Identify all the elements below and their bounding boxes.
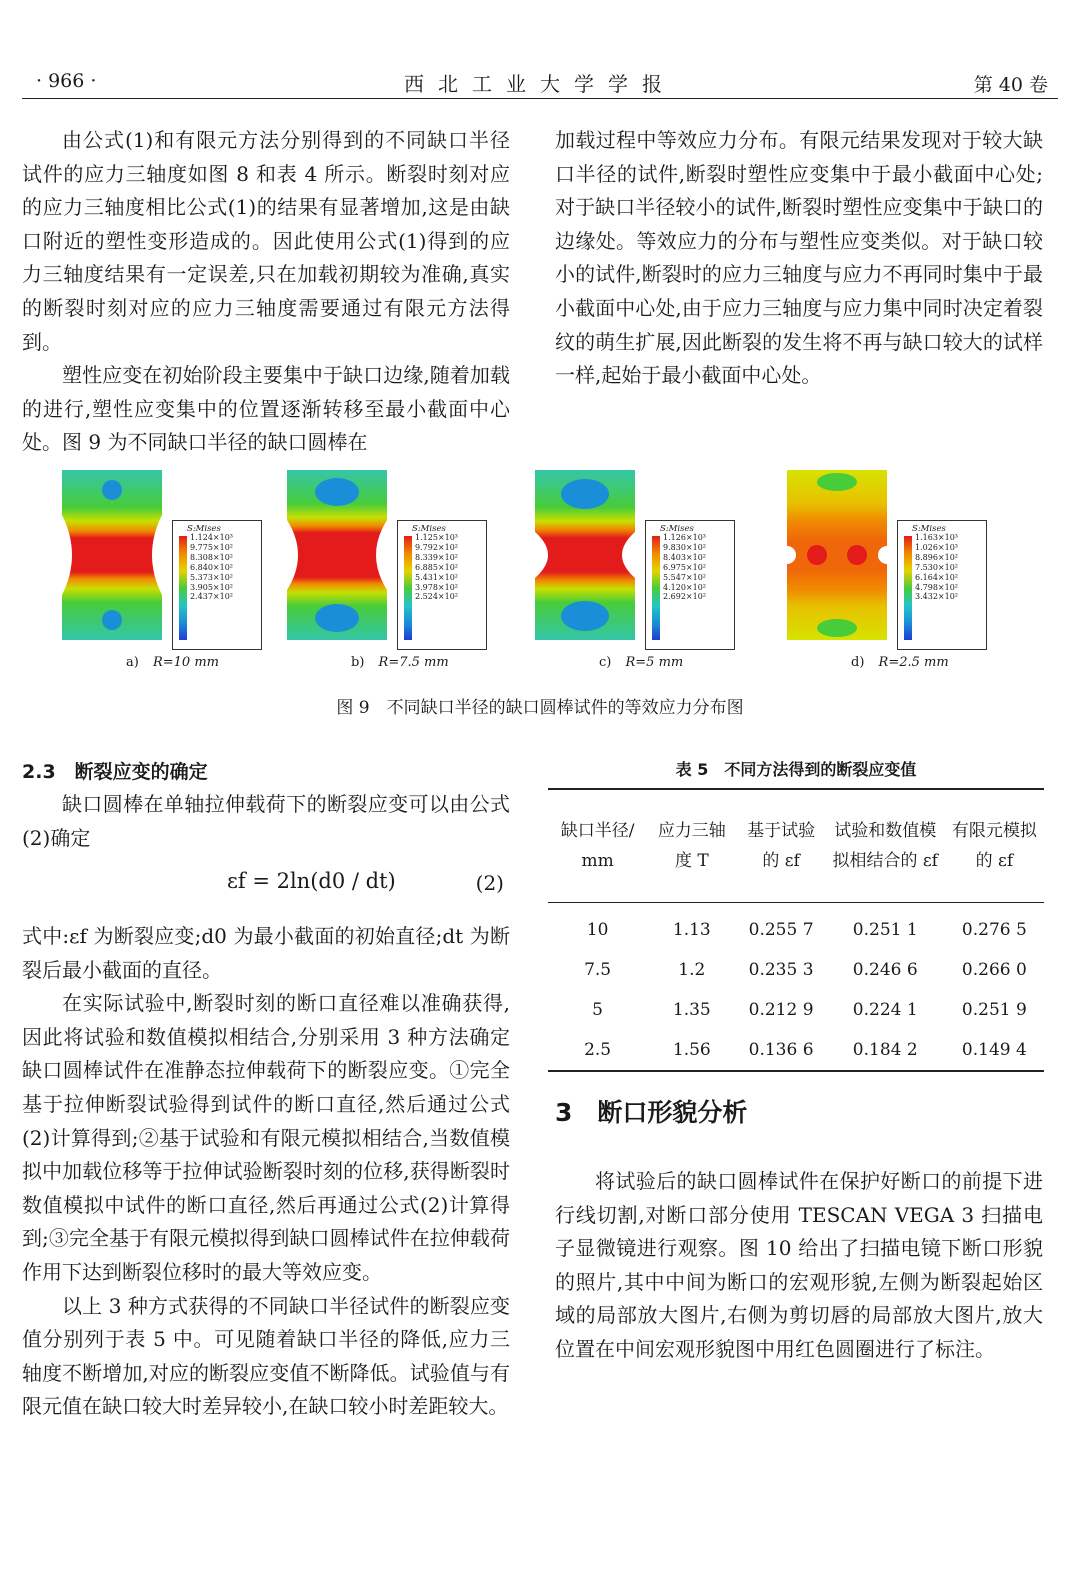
table-cell: 0.251 9	[961, 1000, 1027, 1020]
paragraph: 缺口圆棒在单轴拉伸载荷下的断裂应变可以由公式(2)确定	[22, 792, 510, 850]
paragraph: 塑性应变在初始阶段主要集中于缺口边缘,随着加载的进行,塑性应变集中的位置逐渐转移至最小截面中心处。图 9 为不同缺口半径的缺口圆棒在	[22, 363, 510, 455]
table-cell: 0.224 1	[852, 1000, 918, 1020]
table-cell: 1.35	[672, 1000, 711, 1020]
legend-tick: 3.432×10²	[915, 592, 958, 602]
section-heading: 2.3 断裂应变的确定	[22, 761, 208, 783]
subfigure-radius: R=10 mm	[152, 655, 219, 670]
figure-panel-a	[22, 465, 262, 675]
table-cell: 1.56	[647, 1030, 736, 1071]
legend-tick: 1.026×10³	[915, 542, 958, 552]
table-cell: 0.255 7	[748, 920, 814, 940]
legend-tick: 5.547×10²	[663, 572, 706, 582]
page-number: · 966 ·	[36, 70, 97, 92]
subfigure-radius: R=2.5 mm	[878, 655, 949, 670]
legend-title: S:Mises	[912, 524, 946, 534]
legend-tick: 5.431×10²	[415, 572, 458, 582]
legend-tick: 1.126×10³	[663, 533, 706, 542]
legend-title: S:Mises	[412, 524, 446, 534]
paragraph: 将试验后的缺口圆棒试件在保护好断口的前提下进行线切割,对断口部分使用 TESCAN VEGA 3 扫描电子显微镜进行观察。图 10 给出了扫描电镜下断口形貌的照片,其中中间为断口的宏观形貌,左侧为断裂起始区域的局部放大图片,右侧为剪切唇的局部放大图片,放大位置在中间宏观形貌图中用红色圆圈进行了标注。	[555, 1169, 1043, 1361]
table-5	[548, 788, 1044, 1072]
legend-tick: 3.905×10²	[190, 582, 233, 592]
section-2-3-body	[22, 920, 510, 1424]
table-header: 基于试验的 εf	[736, 789, 825, 903]
legend-colorbar	[904, 536, 912, 640]
section-3-body	[555, 1165, 1043, 1367]
table-cell: 10	[586, 920, 609, 940]
legend-tick: 6.975×10²	[663, 562, 706, 572]
legend-title: S:Mises	[187, 524, 221, 534]
table-cell: 0.136 6	[736, 1030, 825, 1071]
stress-contour-a	[62, 470, 162, 640]
figure-panel-c	[495, 465, 735, 675]
table-cell: 0.246 6	[852, 960, 918, 980]
color-legend	[397, 520, 487, 650]
subfigure-label: a)	[126, 655, 139, 670]
right-column-top	[555, 124, 1043, 393]
table-row	[548, 1030, 1044, 1071]
left-column-top	[22, 124, 510, 460]
subfigure-label: d)	[851, 655, 865, 670]
table-cell: 5	[592, 1000, 603, 1020]
stress-contour-c	[535, 470, 635, 640]
legend-colorbar	[179, 536, 187, 640]
table-cell: 0.276 5	[961, 920, 1027, 940]
legend-tick: 9.775×10²	[190, 542, 233, 552]
legend-tick: 8.339×10²	[415, 552, 458, 562]
table-cell: 7.5	[584, 960, 612, 980]
equation-number: (2)	[475, 871, 504, 895]
table-header: 有限元模拟的 εf	[945, 789, 1044, 903]
table-row	[548, 990, 1044, 1030]
table-cell: 2.5	[548, 1030, 647, 1071]
paragraph: 在实际试验中,断裂时刻的断口直径难以准确获得,因此将试验和数值模拟相结合,分别采用 3 种方法确定缺口圆棒试件在准静态拉伸载荷下的断裂应变。①完全基于拉伸断裂试验得到试件的断口直径,然后通过公式(2)计算得到;②基于试验和有限元模拟相结合,当数值模拟中加载位移等于拉伸试验断裂时刻的位移,获得断裂时数值模拟中试件的断口直径,然后再通过公式(2)计算得到;③完全基于有限元模拟得到缺口圆棒试件在拉伸载荷作用下达到断裂位移时的最大等效应变。	[22, 991, 510, 1284]
color-legend	[897, 520, 987, 650]
legend-tick: 1.124×10³	[190, 533, 233, 542]
legend-tick: 6.164×10²	[915, 572, 958, 582]
volume-label: 第 40 卷	[973, 74, 1048, 96]
paragraph: 式中:εf 为断裂应变;d0 为最小截面的初始直径;dt 为断裂后最小截面的直径。	[22, 924, 510, 982]
legend-tick: 9.830×10²	[663, 542, 706, 552]
subfigure-radius: R=5 mm	[625, 655, 684, 670]
table-cell: 0.266 0	[961, 960, 1027, 980]
legend-tick: 2.692×10²	[663, 592, 706, 602]
legend-tick: 2.524×10²	[415, 592, 458, 602]
section-2-3-intro	[22, 788, 510, 855]
paragraph: 加载过程中等效应力分布。有限元结果发现对于较大缺口半径的试件,断裂时塑性应变集中于最小截面中心处;对于缺口半径较小的试件,断裂时塑性应变集中于缺口的边缘处。等效应力的分布与塑性应变类似。对于缺口较小的试件,断裂时的应力三轴度与应力不再同时集中于最小截面中心处,由于应力三轴度与应力集中同时决定着裂纹的萌生扩展,因此断裂的发生将不再与缺口较大的试样一样,起始于最小截面中心处。	[555, 128, 1043, 388]
equation-2	[22, 855, 510, 915]
legend-tick: 6.885×10²	[415, 562, 458, 572]
table-row	[548, 903, 1044, 951]
figure-panel-d	[747, 465, 987, 675]
legend-tick: 4.120×10²	[663, 582, 706, 592]
legend-title: S:Mises	[660, 524, 694, 534]
table-cell: 0.212 9	[748, 1000, 814, 1020]
equation-body: εf = 2ln(d0 / dt)	[227, 869, 396, 893]
legend-tick: 9.792×10²	[415, 542, 458, 552]
subfigure-radius: R=7.5 mm	[378, 655, 449, 670]
table-cell: 0.235 3	[748, 960, 814, 980]
legend-tick: 1.163×10³	[915, 533, 958, 542]
table-cell: 1.2	[678, 960, 706, 980]
paragraph: 由公式(1)和有限元方法分别得到的不同缺口半径试件的应力三轴度如图 8 和表 4 所示。断裂时刻对应的应力三轴度相比公式(1)的结果有显著增加,这是由缺口附近的塑性变形造成的。因此使用公式(1)得到的应力三轴度结果有一定误差,只在加载初期较为准确,真实的断裂时刻对应的应力三轴度需要通过有限元方法得到。	[22, 128, 510, 354]
journal-name: 西北工业大学学报	[404, 72, 676, 96]
table-cell: 1.13	[672, 920, 711, 940]
legend-tick: 3.978×10²	[415, 582, 458, 592]
table-cell: 0.184 2	[826, 1030, 945, 1071]
legend-tick: 2.437×10²	[190, 592, 233, 602]
subfigure-label: b)	[351, 655, 365, 670]
color-legend	[645, 520, 735, 650]
paragraph: 以上 3 种方式获得的不同缺口半径试件的断裂应变值分别列于表 5 中。可见随着缺口半径的降低,应力三轴度不断增加,对应的断裂应变值不断降低。试验值与有限元值在缺口较大时差异较小,在缺口较小时差距较大。	[22, 1293, 510, 1419]
table-header: 缺口半径/ mm	[548, 789, 647, 903]
table-row	[548, 950, 1044, 990]
stress-contour-b	[287, 470, 387, 640]
subfigure-label: c)	[599, 655, 612, 670]
figure-caption: 图 9 不同缺口半径的缺口圆棒试件的等效应力分布图	[336, 698, 744, 718]
legend-colorbar	[404, 536, 412, 640]
legend-tick: 1.125×10³	[415, 533, 458, 542]
legend-tick: 6.840×10²	[190, 562, 233, 572]
legend-tick: 4.798×10²	[915, 582, 958, 592]
section-heading: 3 断口形貌分析	[555, 1098, 748, 1127]
legend-tick: 8.403×10²	[663, 552, 706, 562]
table-cell: 0.149 4	[945, 1030, 1044, 1071]
page-header	[22, 66, 1058, 99]
stress-contour-d	[787, 470, 887, 640]
figure-9	[22, 465, 1058, 718]
figure-panel-b	[247, 465, 487, 675]
legend-tick: 7.530×10²	[915, 562, 958, 572]
table-title: 表 5 不同方法得到的断裂应变值	[675, 760, 917, 779]
legend-tick: 8.896×10²	[915, 552, 958, 562]
legend-tick: 8.308×10²	[190, 552, 233, 562]
legend-colorbar	[652, 536, 660, 640]
table-header: 试验和数值模拟相结合的 εf	[826, 789, 945, 903]
table-cell: 0.251 1	[852, 920, 918, 940]
table-header: 应力三轴度 T	[647, 789, 736, 903]
legend-tick: 5.373×10²	[190, 572, 233, 582]
